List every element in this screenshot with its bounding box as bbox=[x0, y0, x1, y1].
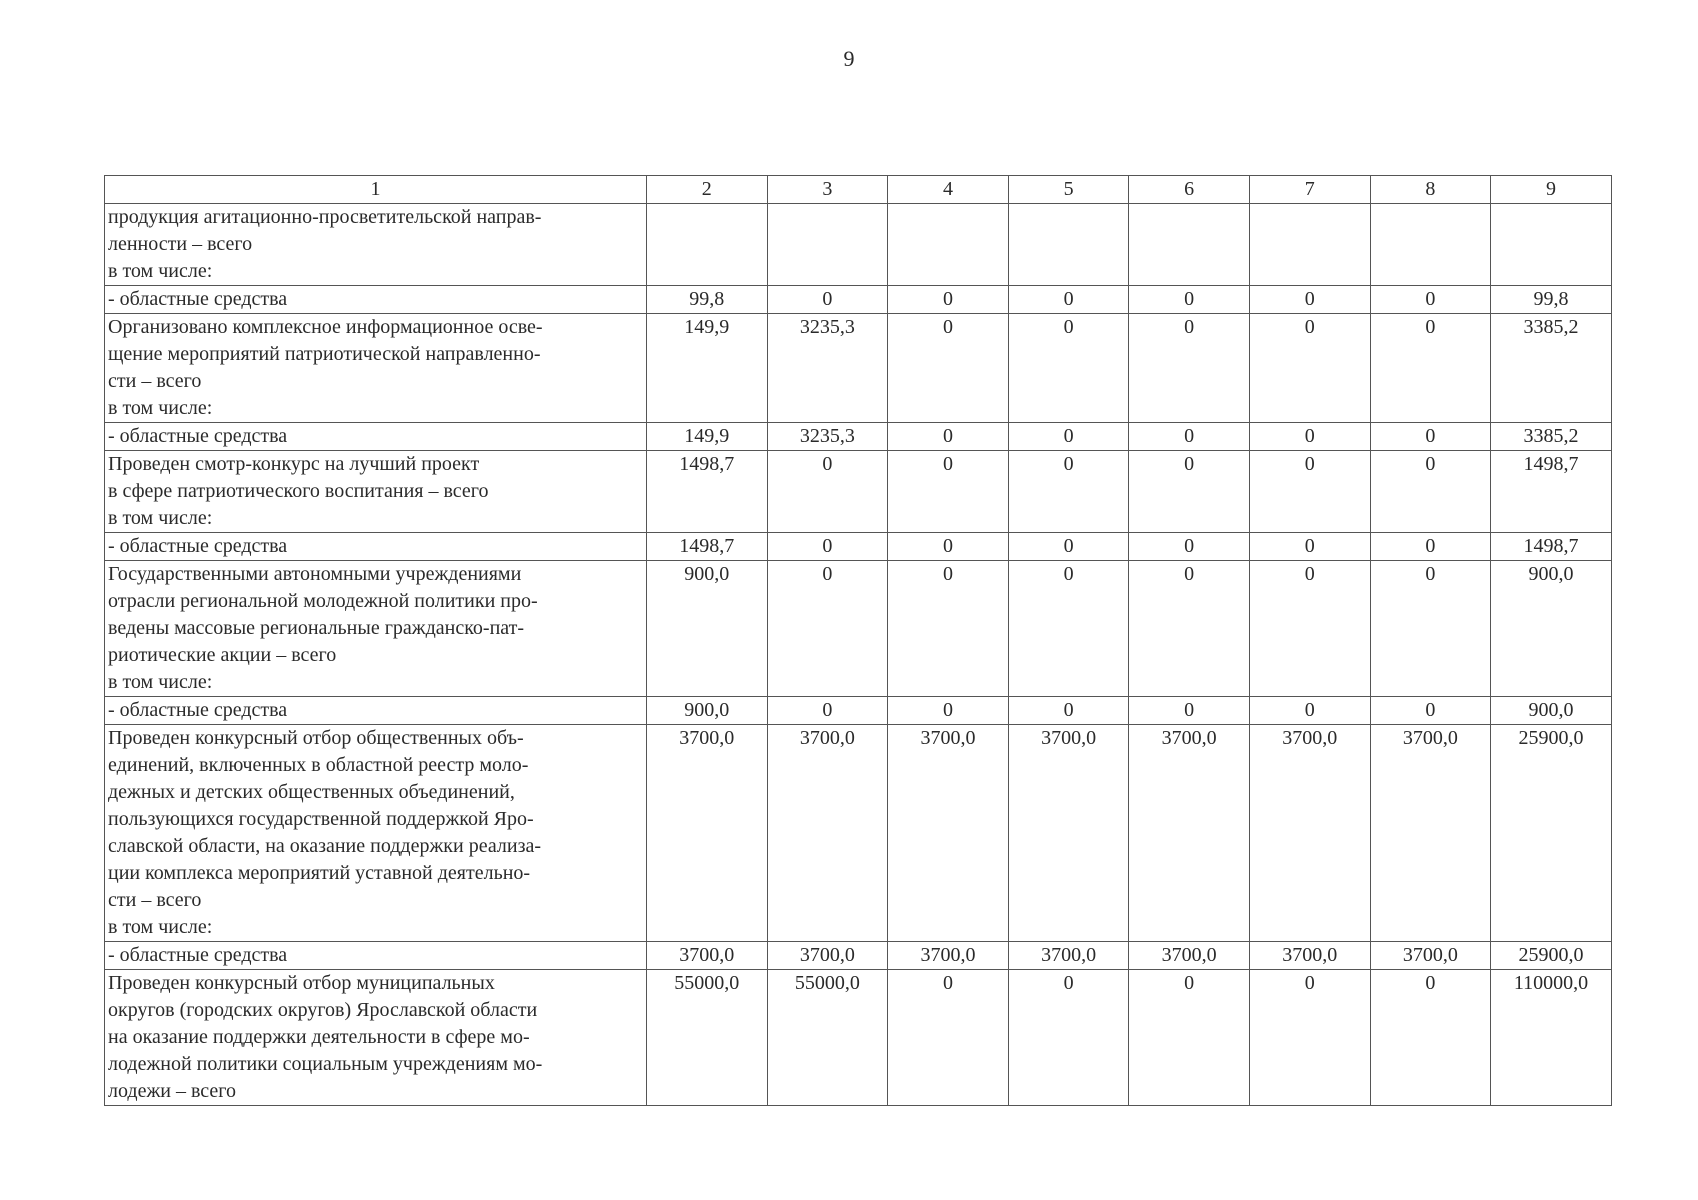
value-cell bbox=[647, 204, 768, 286]
value-cell: 3700,0 bbox=[1370, 725, 1491, 942]
header-cell: 8 bbox=[1370, 176, 1491, 204]
value-cell: 0 bbox=[1008, 451, 1129, 533]
value-cell bbox=[767, 204, 888, 286]
value-cell: 149,9 bbox=[647, 314, 768, 423]
value-cell: 0 bbox=[1249, 561, 1370, 697]
value-cell: 0 bbox=[1249, 970, 1370, 1106]
value-cell: 3385,2 bbox=[1491, 314, 1612, 423]
value-cell: 0 bbox=[1008, 697, 1129, 725]
value-cell: 3700,0 bbox=[767, 942, 888, 970]
table-row bbox=[105, 697, 1612, 725]
value-cell: 110000,0 bbox=[1491, 970, 1612, 1106]
value-cell: 0 bbox=[1008, 423, 1129, 451]
value-cell: 0 bbox=[888, 423, 1009, 451]
value-cell: 3235,3 bbox=[767, 423, 888, 451]
value-cell bbox=[1249, 204, 1370, 286]
header-cell: 3 bbox=[767, 176, 888, 204]
value-cell: 0 bbox=[1008, 533, 1129, 561]
value-cell: 0 bbox=[1129, 314, 1250, 423]
value-cell: 0 bbox=[888, 451, 1009, 533]
table-row bbox=[105, 204, 1612, 286]
value-cell bbox=[1370, 204, 1491, 286]
value-cell: 3700,0 bbox=[1249, 942, 1370, 970]
value-cell: 0 bbox=[1370, 286, 1491, 314]
value-cell: 900,0 bbox=[647, 561, 768, 697]
value-cell: 99,8 bbox=[647, 286, 768, 314]
row-label: Государственными автономными учреждениями отрасли региональной молодежной политики про- ведены массовые региональные гражданско-пат- риотические акции – всего в том числе: bbox=[105, 561, 647, 697]
table-row bbox=[105, 970, 1612, 1106]
value-cell: 1498,7 bbox=[647, 451, 768, 533]
value-cell: 3700,0 bbox=[1129, 942, 1250, 970]
value-cell: 0 bbox=[1008, 314, 1129, 423]
value-cell: 0 bbox=[767, 533, 888, 561]
value-cell: 55000,0 bbox=[647, 970, 768, 1106]
value-cell: 3700,0 bbox=[647, 725, 768, 942]
row-label: - областные средства bbox=[105, 533, 647, 561]
value-cell bbox=[888, 204, 1009, 286]
value-cell: 0 bbox=[767, 286, 888, 314]
value-cell: 0 bbox=[1370, 561, 1491, 697]
value-cell: 0 bbox=[1249, 533, 1370, 561]
value-cell: 0 bbox=[1249, 286, 1370, 314]
row-label: продукция агитационно-просветительской направ- ленности – всего в том числе: bbox=[105, 204, 647, 286]
value-cell: 0 bbox=[1249, 314, 1370, 423]
value-cell: 0 bbox=[1370, 970, 1491, 1106]
value-cell: 0 bbox=[767, 561, 888, 697]
header-cell: 4 bbox=[888, 176, 1009, 204]
value-cell: 900,0 bbox=[1491, 697, 1612, 725]
header-cell: 7 bbox=[1249, 176, 1370, 204]
value-cell: 0 bbox=[1370, 314, 1491, 423]
value-cell: 0 bbox=[767, 697, 888, 725]
row-label: Проведен конкурсный отбор муниципальных округов (городских округов) Ярославской области на оказание поддержки деятельности в сфере мо- лодежной политики социальным учреждениям мо- лодежи – всего bbox=[105, 970, 647, 1106]
value-cell: 0 bbox=[888, 561, 1009, 697]
row-label: - областные средства bbox=[105, 942, 647, 970]
value-cell: 0 bbox=[1129, 697, 1250, 725]
value-cell: 0 bbox=[1370, 451, 1491, 533]
value-cell: 0 bbox=[888, 533, 1009, 561]
header-cell: 6 bbox=[1129, 176, 1250, 204]
value-cell: 0 bbox=[1370, 533, 1491, 561]
value-cell: 0 bbox=[888, 697, 1009, 725]
header-cell: 2 bbox=[647, 176, 768, 204]
value-cell: 3700,0 bbox=[1129, 725, 1250, 942]
value-cell: 0 bbox=[1008, 286, 1129, 314]
value-cell bbox=[1008, 204, 1129, 286]
value-cell: 25900,0 bbox=[1491, 942, 1612, 970]
table-header-row bbox=[105, 176, 1612, 204]
value-cell: 3385,2 bbox=[1491, 423, 1612, 451]
value-cell: 0 bbox=[1008, 970, 1129, 1106]
value-cell: 0 bbox=[767, 451, 888, 533]
value-cell: 3700,0 bbox=[1008, 725, 1129, 942]
value-cell: 0 bbox=[1129, 561, 1250, 697]
value-cell: 1498,7 bbox=[1491, 451, 1612, 533]
value-cell: 0 bbox=[1249, 697, 1370, 725]
row-label: - областные средства bbox=[105, 286, 647, 314]
value-cell: 3700,0 bbox=[1008, 942, 1129, 970]
value-cell: 99,8 bbox=[1491, 286, 1612, 314]
budget-table bbox=[104, 175, 1612, 1106]
header-cell: 1 bbox=[105, 176, 647, 204]
value-cell: 3700,0 bbox=[1249, 725, 1370, 942]
value-cell: 0 bbox=[1129, 533, 1250, 561]
header-cell: 5 bbox=[1008, 176, 1129, 204]
value-cell: 0 bbox=[888, 314, 1009, 423]
table-row bbox=[105, 286, 1612, 314]
value-cell bbox=[1129, 204, 1250, 286]
value-cell: 25900,0 bbox=[1491, 725, 1612, 942]
row-label: - областные средства bbox=[105, 423, 647, 451]
value-cell: 0 bbox=[888, 286, 1009, 314]
value-cell: 900,0 bbox=[1491, 561, 1612, 697]
table-row bbox=[105, 725, 1612, 942]
page-number: 9 bbox=[843, 46, 855, 71]
value-cell: 0 bbox=[1249, 423, 1370, 451]
header-cell: 9 bbox=[1491, 176, 1612, 204]
table-row bbox=[105, 533, 1612, 561]
value-cell: 0 bbox=[1249, 451, 1370, 533]
value-cell: 3700,0 bbox=[1370, 942, 1491, 970]
value-cell: 55000,0 bbox=[767, 970, 888, 1106]
value-cell: 3700,0 bbox=[767, 725, 888, 942]
value-cell: 0 bbox=[1129, 423, 1250, 451]
value-cell: 149,9 bbox=[647, 423, 768, 451]
table-row bbox=[105, 561, 1612, 697]
value-cell: 0 bbox=[1129, 286, 1250, 314]
row-label: Проведен конкурсный отбор общественных объ- единений, включенных в областной реестр моло- дежных и детских общественных объединений, пользующихся государственной поддержкой Яро- славской области, на оказание поддержки реализа- ции комплекса мероприятий уставной деятельно- сти – всего в том числе: bbox=[105, 725, 647, 942]
table-row bbox=[105, 423, 1612, 451]
value-cell: 3235,3 bbox=[767, 314, 888, 423]
value-cell: 0 bbox=[1370, 423, 1491, 451]
row-label: Проведен смотр-конкурс на лучший проект в сфере патриотического воспитания – всего в том числе: bbox=[105, 451, 647, 533]
value-cell: 3700,0 bbox=[888, 725, 1009, 942]
value-cell: 0 bbox=[888, 970, 1009, 1106]
table-body bbox=[105, 176, 1612, 1106]
value-cell bbox=[1491, 204, 1612, 286]
value-cell: 1498,7 bbox=[1491, 533, 1612, 561]
value-cell: 3700,0 bbox=[647, 942, 768, 970]
table-row bbox=[105, 942, 1612, 970]
value-cell: 1498,7 bbox=[647, 533, 768, 561]
value-cell: 900,0 bbox=[647, 697, 768, 725]
row-label: Организовано комплексное информационное осве- щение мероприятий патриотической направленно- сти – всего в том числе: bbox=[105, 314, 647, 423]
value-cell: 0 bbox=[1129, 451, 1250, 533]
table-row bbox=[105, 451, 1612, 533]
row-label: - областные средства bbox=[105, 697, 647, 725]
value-cell: 3700,0 bbox=[888, 942, 1009, 970]
value-cell: 0 bbox=[1008, 561, 1129, 697]
table-row bbox=[105, 314, 1612, 423]
value-cell: 0 bbox=[1129, 970, 1250, 1106]
value-cell: 0 bbox=[1370, 697, 1491, 725]
